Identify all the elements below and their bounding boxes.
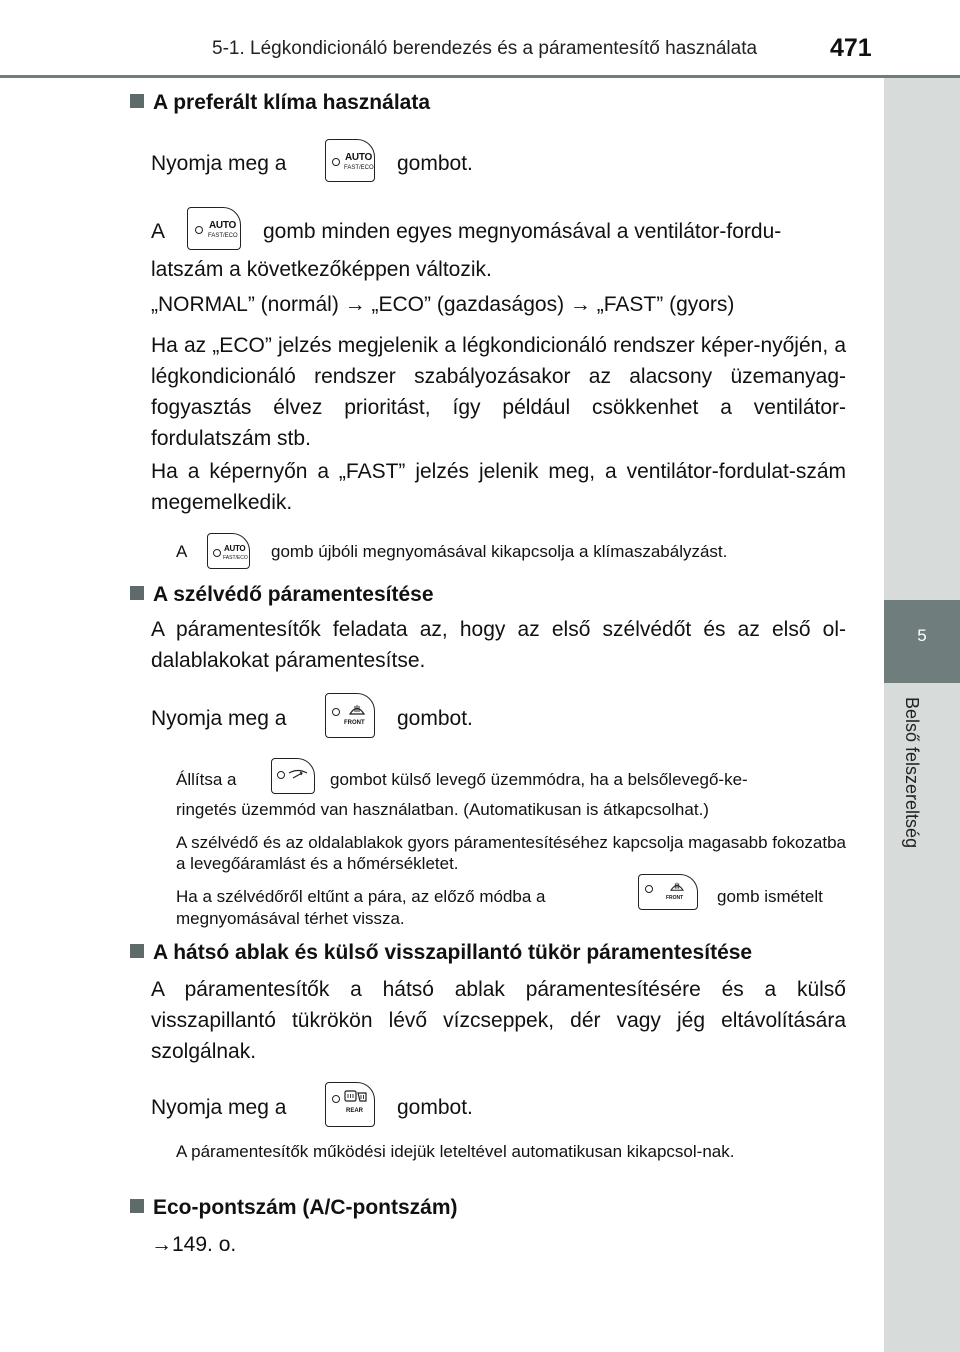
note-auto-text: gomb újbóli megnyomásával kikapcsolja a klímaszabályzást. [271,542,728,561]
bullet-square [130,94,144,108]
windshield-description: A páramentesítők feladata az, hogy az első szélvédőt és az első ol-dalablakokat páramentesítse. [151,618,846,672]
section-heading-text: A szélvédő páramentesítése [153,583,434,606]
section-heading-rear [130,941,752,965]
chapter-label: Belső felszereltség [902,697,922,849]
chapter-number: 5 [917,626,927,645]
press-instruction-prefix: Nyomja meg a [151,707,287,730]
auto-fast-eco-button-icon: AUTO FAST/ECO [187,207,241,250]
front-defroster-button-icon: FRONT [638,874,698,910]
a-gomb-text: gomb minden egyes megnyomásával a ventilátor-fordu- [263,220,782,243]
bullet-square [130,586,144,600]
bullet-square [130,1199,144,1213]
header-title: 5-1. Légkondicionáló berendezés és a páramentesítő használata [212,38,758,59]
note1-prefix: Állítsa a [176,770,237,789]
section-heading-text: Eco-pontszám (A/C-pontszám) [153,1196,458,1219]
page-reference-link[interactable]: →149. o. [151,1233,237,1256]
press-instruction-suffix: gombot. [397,707,473,730]
press-instruction-suffix: gombot. [397,152,473,175]
a-gomb-text-cont: latszám a következőképpen változik. [151,258,492,281]
press-instruction-suffix: gombot. [397,1096,473,1119]
rear-defogger-button-icon: REAR [325,1082,375,1127]
press-instruction-prefix: Nyomja meg a [151,1096,287,1119]
auto-fast-eco-button-icon: AUTO FAST/ECO [325,139,375,182]
section-heading-text: A hátsó ablak és külső visszapillantó tükör páramentesítése [153,941,753,964]
front-defroster-button-icon: FRONT [325,693,375,738]
section-heading-preferred [130,91,430,115]
section-heading-eco-score [130,1196,458,1220]
section-heading-text: A preferált klíma használata [153,91,430,114]
rear-note-paragraph: A páramentesítők működési idejük leteltével automatikusan kikapcsol-nak. [176,1142,735,1161]
rear-description: A páramentesítők a hátsó ablak páramentesítésére és a külső visszapillantó tükrökön lévő vízcseppek, dér vagy jég eltávolítására szolgálnak. [151,978,846,1063]
note2-paragraph: A szélvédő és az oldalablakok gyors páramentesítéséhez kapcsolja magasabb fokozatba a levegőáramlást és a hőmérsékletet. [176,833,847,873]
fast-paragraph: Ha a képernyőn a „FAST” jelzés jelenik meg, a ventilátor-fordulat-szám megemelkedik. [151,460,846,514]
note3-prefix: Ha a szélvédőről eltűnt a pára, az előző módba a [176,887,546,906]
side-tab-lower [884,683,960,1352]
page-header [0,0,960,80]
section-heading-windshield [130,583,434,607]
side-tab-upper [884,78,960,600]
header-rule [0,75,960,78]
auto-fast-eco-button-icon: AUTO FAST/ECO [207,533,250,569]
press-instruction-prefix: Nyomja meg a [151,152,287,175]
a-prefix: A [151,220,166,243]
outside-air-button-icon [271,758,315,794]
note1-text-cont: ringetés üzemmód van használatban. (Automatikusan is átkapcsolhat.) [176,800,709,819]
mode-sequence: „NORMAL” (normál) → „ECO” (gazdaságos) → „FAST” (gyors) [151,293,735,316]
note1-text: gombot külső levegő üzemmódra, ha a belsőlevegő-ke- [330,770,748,789]
note-prefix: A [176,542,188,561]
note3-text-cont: megnyomásával térhet vissza. [176,909,405,928]
eco-paragraph: Ha az „ECO” jelzés megjelenik a légkondicionáló rendszer képer-nyőjén, a légkondicionáló rendszer szabályozásakor az alacsony üzemanyag-fogyasztás élvez prioritást, így például csökkenhet a ventilátor-fordulatszám stb. [151,334,846,450]
page-number: 471 [830,34,872,62]
note3-text: gomb ismételt [717,887,823,906]
bullet-square [130,944,144,958]
